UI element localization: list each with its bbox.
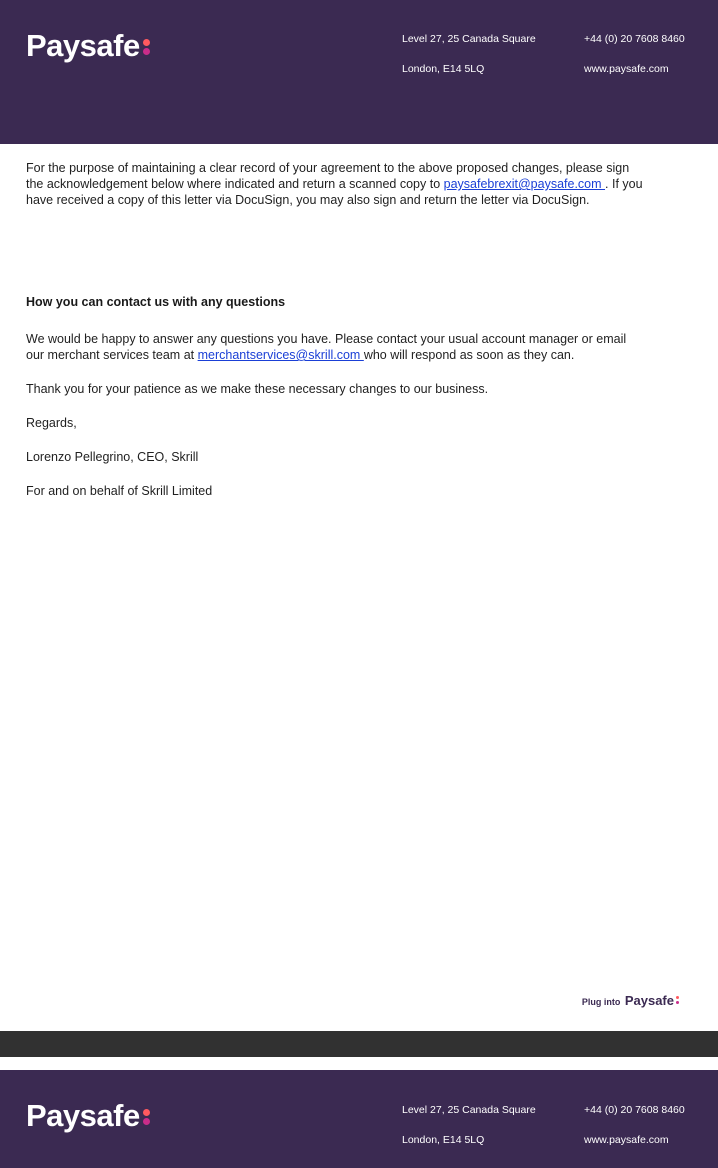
paragraph-text: For the purpose of maintaining a clear record of your agreement to the above proposed changes, please sign the acknowledgement below where indicated and return a scanned copy to: [26, 161, 630, 191]
paragraph-text: who will respond as soon as they can.: [363, 348, 575, 362]
paragraph-thanks: Thank you for your patience as we make these necessary changes to our business.: [26, 382, 489, 396]
tagline-prefix: Plug into: [581, 997, 621, 1007]
logo-colon-icon: [143, 1104, 150, 1128]
phone-number: +44 (0) 20 7608 8460: [584, 33, 685, 45]
phone-number: +44 (0) 20 7608 8460: [584, 1104, 685, 1116]
address-line-2: London, E14 5LQ: [402, 1134, 485, 1146]
paragraph-sign-acknowledgement: [26, 160, 646, 208]
paragraph-contact: [26, 331, 646, 363]
page-header: [0, 0, 718, 144]
paragraph-text: . If you have received a copy of this letter via DocuSign, you may also sign and return the letter via DocuSign.: [26, 177, 643, 207]
logo-text: Paysafe: [26, 28, 140, 63]
signatory-name: Lorenzo Pellegrino, CEO, Skrill: [26, 450, 199, 464]
logo-colon-icon: [143, 34, 150, 58]
on-behalf-of: For and on behalf of Skrill Limited: [26, 484, 213, 498]
tagline-colon-icon: [676, 995, 680, 1005]
address-line-2: London, E14 5LQ: [402, 63, 485, 75]
paragraph-text: We would be happy to answer any questions you have. Please contact your usual account manager or email our merchant services team at: [26, 332, 627, 362]
closing-regards: Regards,: [26, 416, 77, 430]
footer-tagline: [582, 992, 680, 1010]
paysafe-logo: [26, 28, 150, 64]
logo-text: Paysafe: [26, 1098, 140, 1133]
address-line-1: Level 27, 25 Canada Square: [402, 1104, 536, 1116]
tagline-brand: Paysafe: [624, 993, 674, 1008]
letter-page-2: [0, 1057, 718, 1168]
merchant-services-email-link[interactable]: merchantservices@skrill.com: [197, 348, 364, 362]
brexit-email-link[interactable]: paysafebrexit@paysafe.com: [443, 177, 606, 191]
paysafe-logo: [26, 1098, 150, 1134]
section-heading-contact: How you can contact us with any questions: [26, 295, 286, 309]
website-url: www.paysafe.com: [584, 1134, 669, 1146]
website-url: www.paysafe.com: [584, 63, 669, 75]
page-separator: [0, 1031, 718, 1057]
address-line-1: Level 27, 25 Canada Square: [402, 33, 536, 45]
page-header: [0, 1070, 718, 1168]
